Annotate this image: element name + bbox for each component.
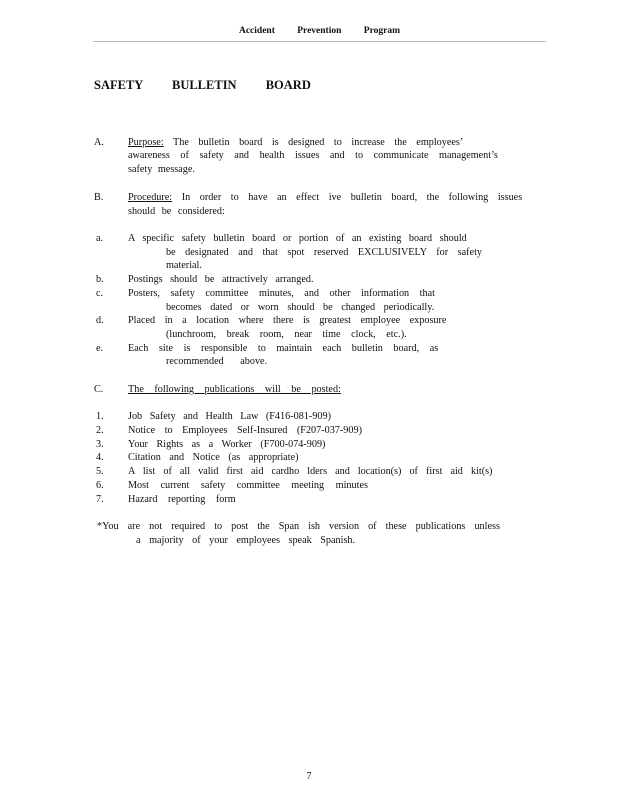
c-item-3-label: 3. <box>96 439 104 450</box>
note-line-1: *You are not required to post the Span ish version of these publications unless <box>97 521 500 532</box>
b-item-e-line-1: Each site is responsible to maintain each bulletin board, as <box>128 343 439 354</box>
section-a-text-1: The bulletin board is designed to increase the employees’ <box>173 137 464 148</box>
note-line-2: a majority of your employees speak Spanish. <box>136 535 356 546</box>
b-item-c-line-1: Posters, safety committee minutes, and other information that <box>128 288 435 299</box>
section-b-line-1 <box>128 191 522 205</box>
b-item-a-line-1: A specific safety bulletin board or portion of an existing board should <box>128 233 467 244</box>
c-item-2-text: Notice to Employees Self-Insured (F207-037-909) <box>128 425 362 436</box>
b-item-d-label: d. <box>96 315 104 326</box>
c-item-6-label: 6. <box>96 480 104 491</box>
section-a-line-3: safety message. <box>128 164 195 175</box>
c-item-5-text: A list of all valid first aid cardho lders and location(s) of first aid kit(s) <box>128 466 493 477</box>
c-item-4-text: Citation and Notice (as appropriate) <box>128 452 299 463</box>
section-a-line-2: awareness of safety and health issues and to communicate management’s <box>128 150 498 161</box>
section-b-text-1: In order to have an effect ive bulletin board, the following issues <box>181 192 523 203</box>
section-c-heading: The following publications will be posted: <box>128 384 341 395</box>
section-a-line-1 <box>128 136 463 150</box>
c-item-1-text: Job Safety and Health Law (F416-081-909) <box>128 411 331 422</box>
section-c-label: C. <box>94 384 104 395</box>
c-item-1-label: 1. <box>96 411 104 422</box>
section-b-line-2: should be considered: <box>128 206 225 217</box>
section-b-label: B. <box>94 192 104 203</box>
c-item-3-text: Your Rights as a Worker (F700-074-909) <box>128 439 326 450</box>
b-item-a-line-3: material. <box>166 260 202 271</box>
b-item-b-label: b. <box>96 274 104 285</box>
b-item-e-line-2: recommended above. <box>166 356 268 367</box>
b-item-a-line-2: be designated and that spot reserved EXCLUSIVELY for safety <box>166 247 483 258</box>
c-item-2-label: 2. <box>96 425 104 436</box>
page-number: 7 <box>306 771 312 782</box>
b-item-e-label: e. <box>96 343 104 354</box>
page-title: SAFETY BULLETIN BOARD <box>94 78 311 92</box>
b-item-c-label: c. <box>96 288 104 299</box>
b-item-c-line-2: becomes dated or worn should be changed periodically. <box>166 302 435 313</box>
section-a-label: A. <box>94 137 104 148</box>
section-b-heading: Procedure: <box>128 192 173 203</box>
c-item-6-text: Most current safety committee meeting minutes <box>128 480 368 491</box>
b-item-b-line-1: Postings should be attractively arranged. <box>128 274 314 285</box>
c-item-5-label: 5. <box>96 466 104 477</box>
c-item-7-text: Hazard reporting form <box>128 494 236 505</box>
c-item-7-label: 7. <box>96 494 104 505</box>
b-item-a-label: a. <box>96 233 104 244</box>
c-item-4-label: 4. <box>96 452 104 463</box>
b-item-d-line-1: Placed in a location where there is greatest employee exposure <box>128 315 447 326</box>
section-a-heading: Purpose: <box>128 137 164 148</box>
running-header: Accident Prevention Program <box>238 26 400 36</box>
b-item-d-line-2: (lunchroom, break room, near time clock, etc.). <box>166 329 407 340</box>
header-divider <box>93 41 546 42</box>
